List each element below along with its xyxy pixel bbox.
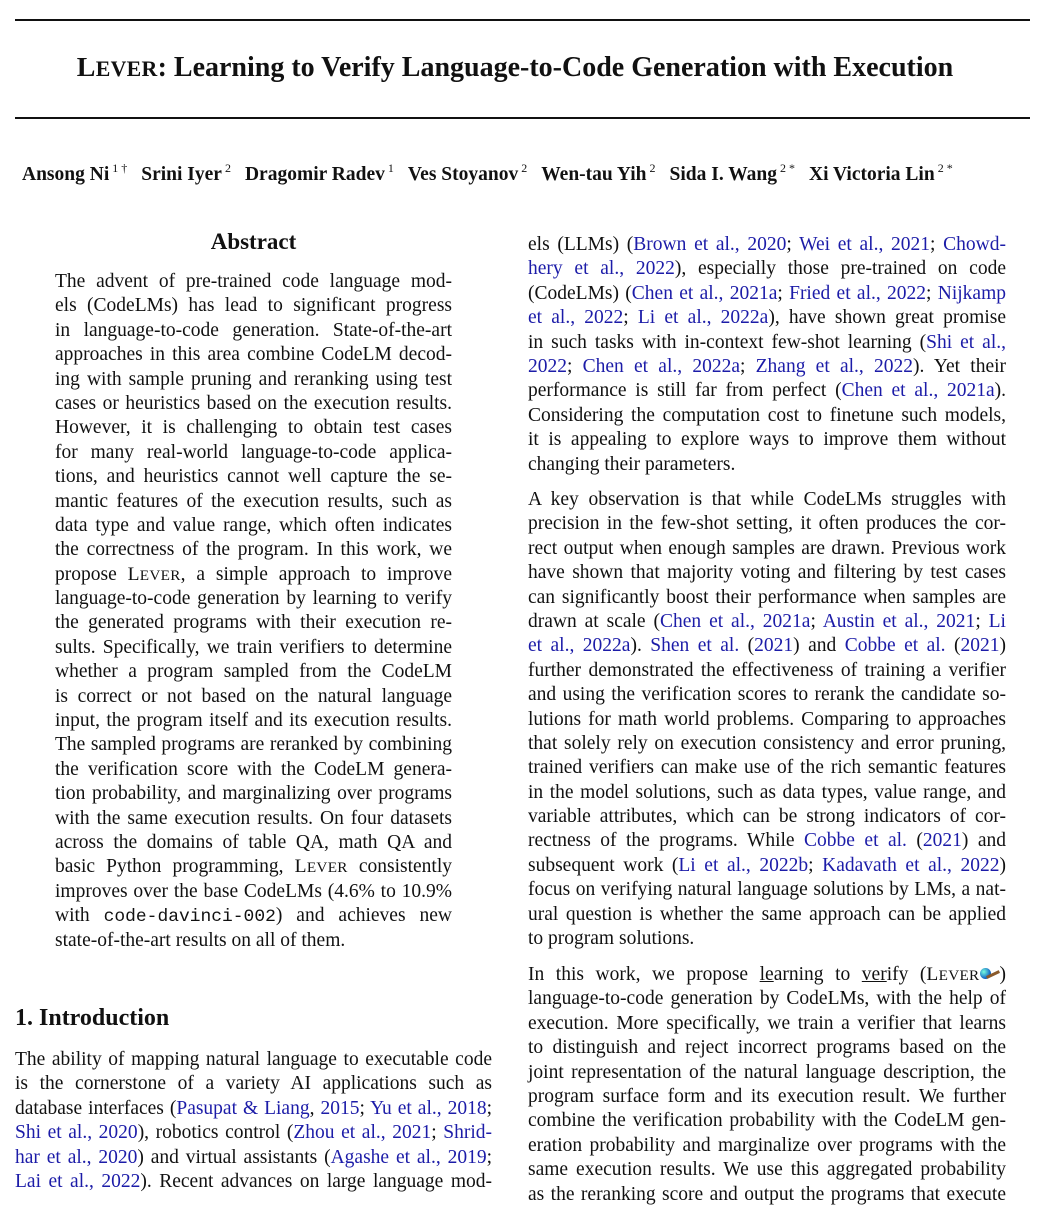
text-run: same execution results. We use this aggregated probability [528,1159,1006,1181]
text-line [528,561,1006,585]
text-line [528,1061,1006,1085]
text-line [528,257,1006,281]
text-line [55,392,452,416]
text-run: ; [740,355,756,377]
text-line [15,1097,492,1121]
text-run: approaches in this area combine CodeLM decod- [55,344,452,366]
citation-link[interactable]: Chen et al., 2021a [631,282,778,304]
author-name: Sida I. Wang [669,163,778,185]
text-run: the verification score with the CodeLM genera- [55,758,452,780]
text-line [528,233,1006,257]
text-run: focus on verifying natural language solutions by LMs, a nat- [528,879,1006,901]
text-run: ), robotics control ( [137,1122,294,1144]
text-run: changing their parameters. [528,453,736,475]
text-run: (CodeLMs) ( [528,282,632,304]
text-run: further demonstrated the effectiveness of training a verifier [528,659,1006,681]
text-line [55,538,452,562]
text-run: ; [808,854,823,876]
text-run: The sampled programs are reranked by combining [55,734,452,756]
text-run: mantic features of the execution results, such as [55,490,452,512]
author [141,161,231,185]
text-line [55,660,452,684]
text-line [528,1158,1006,1182]
text-run: propose [55,563,128,585]
text-line [15,1121,492,1145]
text-run: basic Python programming, [55,856,295,878]
text-line [528,428,1006,452]
text-run: as the reranking score and output the programs that execute [528,1183,1006,1205]
citation-link[interactable]: Austin et al., 2021 [822,610,976,632]
title-bottom-rule [15,117,1030,119]
text-line [15,1170,492,1194]
citation-link[interactable]: Chen et al., 2021a [841,380,995,402]
text-line [528,1109,1006,1133]
text-line [528,903,1006,927]
text-run: is correct or not based on the natural language [55,685,452,707]
text-line [55,733,452,757]
citation-link[interactable]: Shi et al., 2020 [15,1122,138,1144]
text-line [528,355,1006,379]
text-line [55,782,452,806]
text-run: ) and [961,830,1006,852]
text-run: ) [999,854,1006,876]
text-run: However, it is challenging to obtain test cases [55,417,452,439]
text-line [528,282,1006,306]
author-name: Wen-tau Yih [541,163,647,185]
text-run: ; [623,307,638,329]
text-line [55,685,452,709]
text-run: , [309,1097,321,1119]
citation-link[interactable]: Kadavath et al., 2022 [822,854,1000,876]
code-model-name: code-davinci-002 [103,907,276,928]
text-line [528,854,1006,878]
text-line [528,379,1006,403]
citation-link[interactable]: Chowd- [943,234,1007,255]
citation-link[interactable]: Zhou et al., 2021 [293,1122,432,1144]
text-line [55,709,452,733]
text-line [528,1183,1006,1207]
text-line [55,368,452,392]
text-run: consistently [347,856,452,878]
text-run: cases or heuristics based on the execution results. [55,392,452,414]
text-run: whether a program sampled from the CodeLM [55,661,452,683]
text-line [55,758,452,782]
citation-link[interactable]: Chen et al., 2021a [660,610,811,632]
text-line [528,331,1006,355]
text-line [528,586,1006,610]
introduction-body [15,1048,492,1194]
text-run: ; [930,234,944,255]
text-run: input, the program itself and its execution results. [55,710,452,732]
text-line [528,732,1006,756]
text-run: ) and achieves new [275,905,452,927]
text-run: database interfaces ( [15,1097,177,1119]
author [809,161,953,185]
text-run: have shown that majority voting and filtering by test cases [528,562,1006,584]
text-run: with the same execution results. On four datasets [55,807,452,829]
text-run: rectness of the programs. While [528,830,805,852]
text-run: ( [906,830,923,852]
text-line [15,1146,492,1170]
author-affiliation-mark: 2 * [780,161,796,175]
text-line [55,563,452,587]
text-line [528,488,1006,512]
text-line [528,708,1006,732]
text-line [55,855,452,879]
text-run: and using the verification scores to rerank the candidate so- [528,684,1006,706]
text-run: lutions for math world problems. Comparing to approaches [528,708,1006,730]
citation-link[interactable]: Li et al., 2022a [637,307,769,329]
text-run: ), have shown great promise [768,307,1006,329]
text-run: ( [739,635,755,657]
text-run: ural question is whether the same approach can be applied [528,903,1006,925]
text-run: The ability of mapping natural language to executable code [15,1049,492,1070]
text-run: to distinguish and reject incorrect programs based on the [528,1037,1006,1059]
text-run: across the domains of table QA, math QA and [55,831,452,853]
citation-link[interactable]: Brown et al., 2020 [633,234,787,255]
top-rule [15,19,1030,21]
citation-link[interactable]: Fried et al., 2022 [789,282,927,304]
text-run: ) and virtual assistants ( [137,1146,331,1168]
text-line [528,453,1006,477]
text-run: language-to-code generation by learning to verify [55,588,452,610]
citation-link[interactable]: Yu et al., 2018 [370,1097,487,1119]
author-affiliation-mark: 1 † [112,161,128,175]
text-line [528,829,1006,853]
author-name: Ves Stoyanov [407,163,519,185]
citation-link[interactable]: et al., 2022a [528,635,631,657]
text-line [528,756,1006,780]
author-affiliation-mark: 2 [521,161,528,175]
lever-name: LEVER [127,563,181,585]
citation-link[interactable]: 2015 [320,1097,360,1119]
text-run: The advent of pre-trained code language mod- [55,271,452,292]
text-run: is the cornerstone of a variety AI applications such as [15,1073,492,1095]
right-paragraph-1 [528,233,1006,477]
citation-link[interactable]: 2021 [960,635,1000,657]
author-affiliation-mark: 2 [224,161,231,175]
text-run: joint representation of the natural language description, the [528,1061,1006,1083]
text-run: in such tasks with in-context few-shot learning ( [528,331,927,353]
text-run: it is appealing to explore ways to improve them without [528,429,1006,451]
text-run: ; [777,282,790,304]
text-run: in language-to-code generation. State-of-the-art [55,319,452,341]
text-run: trained verifiers can make use of the rich semantic features [528,757,1006,779]
text-line [55,587,452,611]
citation-link[interactable]: Wei et al., 2021 [799,234,931,255]
text-line [528,781,1006,805]
text-line [528,1012,1006,1036]
text-run: in the model solutions, such as data types, value range, and [528,781,1006,803]
text-run: ). [994,380,1006,402]
citation-link[interactable]: Shi et al., [926,331,1006,353]
text-line [55,294,452,318]
text-run: execution. More specifically, we train a verifier that learns [528,1012,1006,1034]
citation-link[interactable]: 2021 [754,635,794,657]
text-line [528,306,1006,330]
citation-link[interactable]: Shrid- [443,1122,492,1144]
citation-link[interactable]: Zhang et al., 2022 [755,355,913,377]
lever-name: LEVER [926,964,980,985]
citation-link[interactable]: et al., 2022 [528,307,624,329]
citation-link[interactable]: Cobbe et al. [844,635,946,657]
text-line [55,807,452,831]
text-run: to program solutions. [528,928,695,950]
author-name: Ansong Ni [22,163,110,185]
text-run: drawn at scale ( [528,610,660,632]
text-run: the generated programs with their execution re- [55,612,452,634]
text-run: precision in the few-shot setting, it often produces the cor- [528,513,1006,535]
text-run: ; [567,355,583,377]
text-run: : Learning to Verify Language-to-Code Generation with Execution [157,52,954,83]
text-line [55,490,452,514]
text-line [55,441,452,465]
author-name: Srini Iyer [141,163,222,185]
citation-link[interactable]: Cobbe et al. [804,830,907,852]
text-run: ). Recent advances on large language mod- [140,1170,492,1192]
text-run: tions, and heuristics cannot well capture the se- [55,466,452,488]
text-line [55,514,452,538]
text-line [55,465,452,489]
text-run: rect output when enough samples are drawn. Previous work [528,537,1006,559]
text-run: combine the verification probability with the CodeLM gen- [528,1110,1006,1132]
text-run: ) [999,964,1007,985]
text-line [528,659,1006,683]
text-run: state-of-the-art results on all of them. [55,929,346,951]
citation-link[interactable]: Shen et al. [650,635,740,657]
text-run: ; [486,1097,492,1119]
citation-link[interactable]: 2022 [528,355,567,377]
citation-link[interactable]: har et al., 2020 [15,1146,138,1168]
text-run: ; [486,1146,492,1168]
text-line [55,904,452,928]
text-line [528,987,1006,1011]
author-list [22,161,1042,186]
underlined-text: ver [861,964,887,985]
citation-link[interactable]: Nijkamp [937,282,1006,304]
text-run: eration probability and marginalize over programs with the [528,1134,1006,1156]
text-line [528,683,1006,707]
text-run: subsequent work ( [528,854,679,876]
text-line [528,610,1006,634]
author-affiliation-mark: 1 [387,161,394,175]
text-run: can significantly boost their performance when samples are [528,586,1006,608]
text-line [528,537,1006,561]
citation-link[interactable]: Li [988,610,1006,632]
text-run: for many real-world language-to-code applica- [55,441,452,463]
text-run: variable attributes, which can be strong indicators of cor- [528,806,1006,828]
text-line [55,880,452,904]
text-line [528,1036,1006,1060]
text-run: ; [926,282,938,304]
text-line [528,634,1006,658]
text-run: ; [431,1122,444,1144]
text-run: , a simple approach to improve [180,563,452,585]
lever-name: LEVER [76,52,158,83]
text-line [528,512,1006,536]
text-line [15,1072,492,1096]
author [669,161,796,185]
text-run: the correctness of the program. In this work, we [55,539,452,561]
text-run: Considering the computation cost to finetune such models, [528,404,1006,426]
text-line [528,927,1006,951]
author [407,161,528,185]
text-line [528,404,1006,428]
abstract-body [55,270,452,953]
text-line [55,636,452,660]
text-run: els (CodeLMs) has lead to significant progress [55,295,452,317]
citation-link[interactable]: Li et al., 2022b [678,854,809,876]
text-run: A key observation is that while CodeLMs struggles with [528,489,1006,510]
right-paragraph-3 [528,963,1006,1207]
text-run: ), especially those pre-trained on code [674,258,1006,280]
lever-name: LEVER [294,856,348,878]
citation-link[interactable]: Lai et al., 2022 [15,1170,141,1192]
citation-link[interactable]: 2021 [922,830,962,852]
text-run: performance is still far from perfect ( [528,380,842,402]
text-run: ; [810,610,823,632]
author-affiliation-mark: 2 * [937,161,953,175]
text-line [55,319,452,343]
author [541,161,656,185]
text-run: ; [975,610,989,632]
text-run: els (LLMs) ( [528,234,634,255]
text-line [55,343,452,367]
introduction-heading: 1. Introduction [15,1005,170,1031]
citation-link[interactable]: hery et al., 2022 [528,258,675,280]
author-name: Dragomir Radev [244,163,385,185]
author [22,161,128,185]
text-line [55,831,452,855]
text-run: ). [630,635,651,657]
citation-link[interactable]: Agashe et al., 2019 [330,1146,487,1168]
text-run: language-to-code generation by CodeLMs, with the help of [528,988,1006,1010]
text-run: data type and value range, which often indicates [55,514,452,536]
text-run: In this work, we propose [528,964,760,985]
text-line [528,1085,1006,1109]
abstract-heading: Abstract [210,229,297,254]
text-line [528,963,1006,987]
text-run: ). Yet their [913,355,1007,377]
text-run: ; [359,1097,371,1119]
citation-link[interactable]: Chen et al., 2022a [582,355,740,377]
text-run: ) [999,635,1006,657]
text-run: ; [786,234,800,255]
paper-title [0,52,1030,84]
underlined-text: le [759,964,774,985]
author-affiliation-mark: 2 [649,161,656,175]
citation-link[interactable]: Pasupat & Liang [176,1097,310,1119]
text-run: improves over the base CodeLMs (4.6% to 10.9% [55,880,452,902]
text-run: ) and [793,635,845,657]
text-run: arning to [773,964,862,985]
author-name: Xi Victoria Lin [809,163,935,185]
author [244,161,394,185]
text-line [55,416,452,440]
text-run: ing with sample pruning and reranking using test [55,368,452,390]
text-line [528,805,1006,829]
text-run: that solely rely on execution consistency and error pruning, [528,732,1006,754]
right-paragraph-2 [528,488,1006,951]
text-line [528,878,1006,902]
text-line [55,929,452,953]
text-line [528,1134,1006,1158]
text-line [55,270,452,294]
text-run: sults. Specifically, we train verifiers to determine [55,636,452,658]
text-run: with [55,905,104,927]
text-run: program surface form and its execution result. We further [528,1085,1006,1107]
text-line [15,1048,492,1072]
text-run: tion probability, and marginalizing over programs [55,783,452,805]
text-run: ( [945,635,961,657]
text-line [55,611,452,635]
text-run: ify ( [886,964,927,985]
lever-globe-icon [980,967,1000,981]
